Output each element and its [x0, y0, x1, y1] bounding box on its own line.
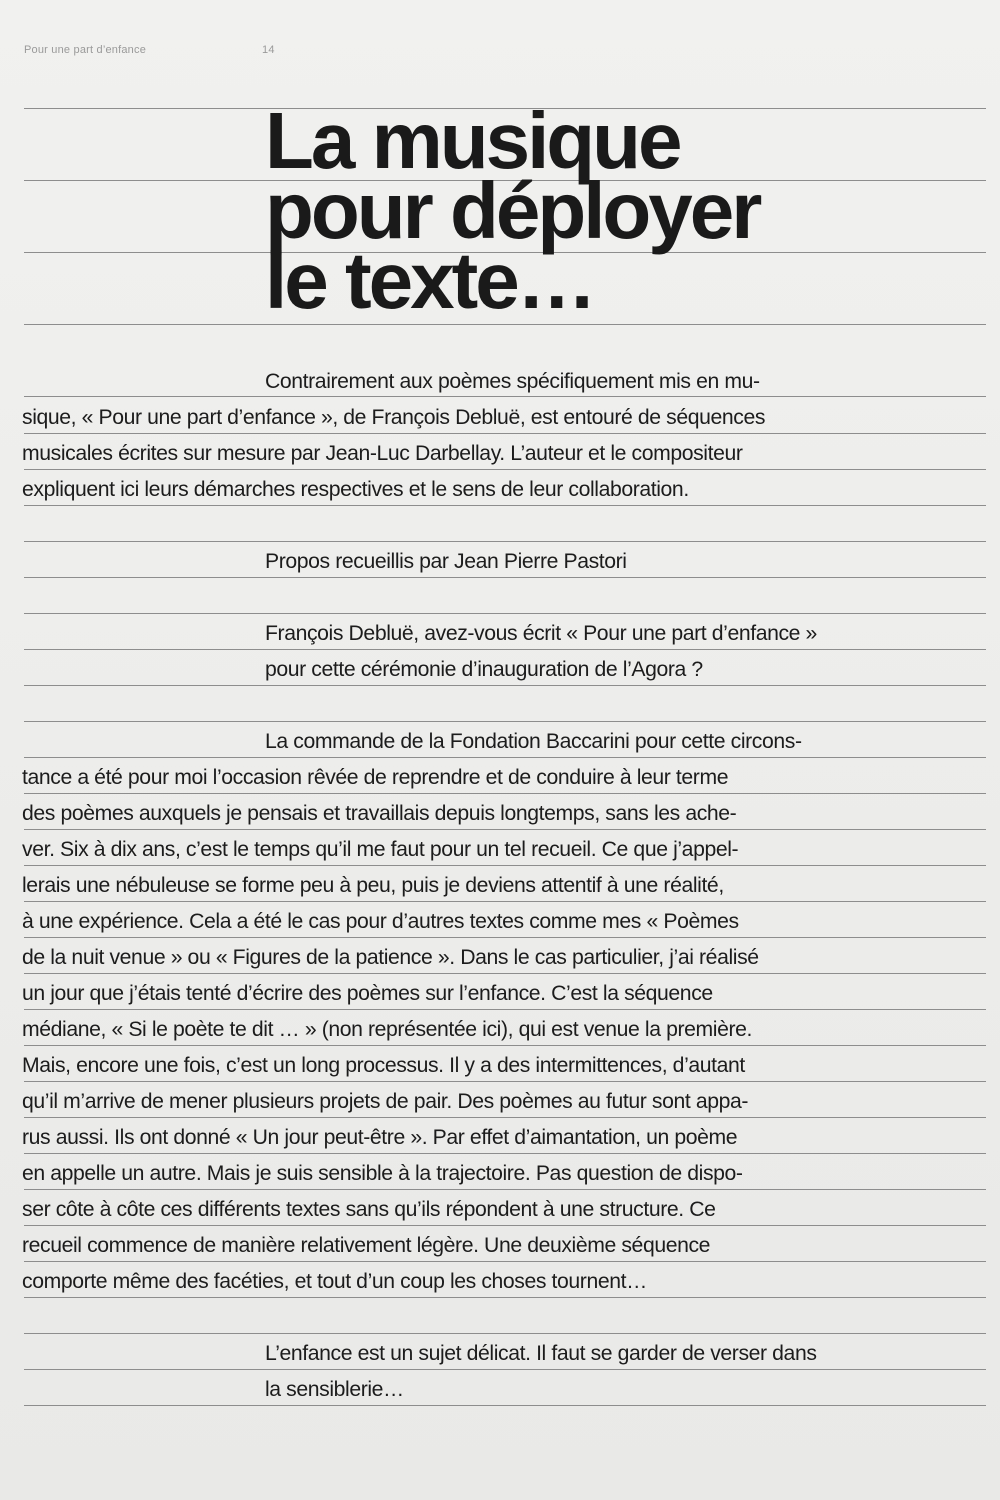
article-title: [265, 96, 985, 325]
rule-line: [24, 649, 986, 650]
answer-line: comporte même des facéties, et tout d’un coup les choses tournent…: [22, 1270, 647, 1293]
rule-line: [24, 901, 986, 902]
rule-line: [24, 1297, 986, 1298]
rule-line: [24, 757, 986, 758]
rule-line: [24, 937, 986, 938]
intro-line: Contrairement aux poèmes spécifiquement mis en mu-: [265, 370, 760, 393]
answer-line: tance a été pour moi l’occasion rêvée de reprendre et de conduire à leur terme: [22, 766, 729, 789]
rule-line: [24, 1369, 986, 1370]
rule-line: [24, 433, 986, 434]
rule-line: [24, 577, 986, 578]
rule-line: [24, 505, 986, 506]
rule-line: [24, 1405, 986, 1406]
answer-line: ser côte à côte ces différents textes sans qu’ils répondent à une structure. Ce: [22, 1198, 716, 1221]
rule-line: [24, 973, 986, 974]
title-line: La musique: [265, 96, 680, 185]
answer-line: recueil commence de manière relativement légère. Une deuxième séquence: [22, 1234, 711, 1257]
answer-line: qu’il m’arrive de mener plusieurs projets de pair. Des poèmes au futur sont appa-: [22, 1090, 749, 1113]
rule-line: [24, 1045, 986, 1046]
rule-line: [24, 396, 986, 397]
rule-line: [24, 541, 986, 542]
question-line: pour cette cérémonie d’inauguration de l’Agora ?: [265, 658, 703, 681]
rule-line: [24, 469, 986, 470]
answer-line: médiane, « Si le poète te dit … » (non représentée ici), qui est venue la première.: [22, 1018, 752, 1041]
answer-line: ver. Six à dix ans, c’est le temps qu’il me faut pour un tel recueil. Ce que j’appel-: [22, 838, 739, 861]
rule-line: [24, 1117, 986, 1118]
rule-line: [24, 1009, 986, 1010]
intro-line: sique, « Pour une part d’enfance », de François Debluë, est entouré de séquences: [22, 406, 766, 429]
answer-line: des poèmes auxquels je pensais et travaillais depuis longtemps, sans les ache-: [22, 802, 737, 825]
rule-line: [24, 721, 986, 722]
answer-line: en appelle un autre. Mais je suis sensible à la trajectoire. Pas question de dispo-: [22, 1162, 743, 1185]
question-line: François Debluë, avez-vous écrit « Pour une part d’enfance »: [265, 622, 817, 645]
rule-line: [24, 1225, 986, 1226]
answer-line: La commande de la Fondation Baccarini pour cette circons-: [265, 730, 802, 753]
rule-line: [24, 1153, 986, 1154]
answer-line: rus aussi. Ils ont donné « Un jour peut-être ». Par effet d’aimantation, un poème: [22, 1126, 738, 1149]
byline: Propos recueillis par Jean Pierre Pastori: [265, 550, 627, 573]
answer-line: à une expérience. Cela a été le cas pour d’autres textes comme mes « Poèmes: [22, 910, 739, 933]
question-line: L’enfance est un sujet délicat. Il faut se garder de verser dans: [265, 1342, 817, 1365]
rule-line: [24, 1081, 986, 1082]
question-line: la sensiblerie…: [265, 1378, 404, 1401]
answer-line: lerais une nébuleuse se forme peu à peu, puis je deviens attentif à une réalité,: [22, 874, 724, 897]
rule-line: [24, 793, 986, 794]
rule-line: [24, 1261, 986, 1262]
rule-line: [24, 829, 986, 830]
answer-line: un jour que j’étais tenté d’écrire des poèmes sur l’enfance. C’est la séquence: [22, 982, 713, 1005]
intro-line: musicales écrites sur mesure par Jean-Luc Darbellay. L’auteur et le compositeur: [22, 442, 743, 465]
running-head-title: Pour une part d’enfance: [24, 44, 147, 56]
rule-line: [24, 685, 986, 686]
rule-line: [24, 1333, 986, 1334]
rule-line: [24, 1189, 986, 1190]
rule-line: [24, 865, 986, 866]
answer-line: Mais, encore une fois, c’est un long processus. Il y a des intermittences, d’autant: [22, 1054, 745, 1077]
page-number: 14: [262, 44, 275, 56]
answer-line: de la nuit venue » ou « Figures de la patience ». Dans le cas particulier, j’ai réalisé: [22, 946, 759, 969]
intro-line: expliquent ici leurs démarches respectives et le sens de leur collaboration.: [22, 478, 689, 501]
rule-line: [24, 613, 986, 614]
title-line: le texte…: [265, 236, 594, 325]
title-line: pour déployer: [265, 166, 760, 255]
